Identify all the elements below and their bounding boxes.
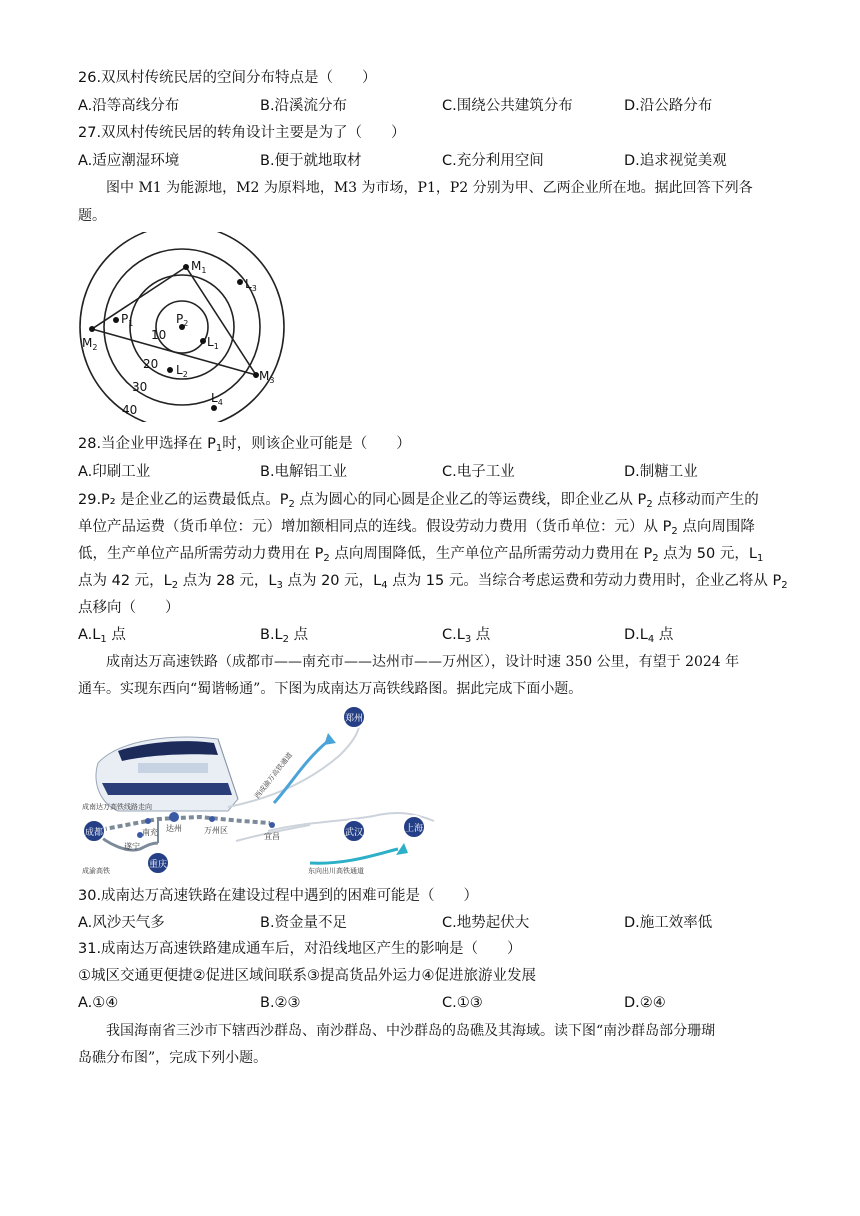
intro4-line2: 岛礁分布图”，完成下列小题。: [78, 1050, 268, 1066]
q30-option-b[interactable]: B.资金量不足: [260, 915, 348, 931]
q31-option-c[interactable]: C.①③: [442, 995, 483, 1011]
label-p1: $P_1$: [121, 312, 134, 328]
q31-option-a[interactable]: A.①④: [78, 995, 119, 1011]
intro3-line2: 通车。实现东西向“蜀谐畅通”。下图为成南达万高铁线路图。据此完成下面小题。: [78, 681, 583, 697]
train-image: [96, 737, 238, 811]
q30-stem: 30.成南达万高速铁路在建设过程中遇到的困难可能是（ ）: [78, 888, 479, 904]
north-channel-arrow: [274, 741, 328, 803]
label-l4: $L_4$: [211, 391, 223, 407]
label-east-channel: 东向出川高铁通道: [308, 867, 364, 875]
contour-label-30: 30: [132, 380, 148, 394]
point-l2: [167, 367, 173, 373]
q26-option-d[interactable]: D.沿公路分布: [624, 98, 713, 114]
city-badge-wuhan: [343, 820, 365, 842]
q28-option-b[interactable]: B.电解铝工业: [260, 464, 348, 480]
q29-line3: 低，生产单位产品所需劳动力费用在 $P_2$ 点向周围降低，生产单位产品所需劳动力费用在 $P_2$ 点为 50 元，$L_1$: [78, 546, 764, 564]
station-yichang: [269, 822, 275, 828]
q26-option-a[interactable]: A.沿等高线分布: [78, 98, 180, 114]
q28-option-c[interactable]: C.电子工业: [442, 464, 515, 480]
intro2-line1: 图中 M1 为能源地，M2 为原料地，M3 为市场，P1，P2 分别为甲、乙两企业所在地。据此回答下列各: [106, 180, 753, 196]
q30-options: [78, 913, 778, 933]
q28-options: [78, 462, 778, 482]
q31-options: [78, 993, 778, 1013]
intro3-line1: 成南达万高速铁路（成都市——南充市——达州市——万州区），设计时速 350 公里，有望于 2024 年: [106, 654, 740, 670]
label-chengyu: 成渝高铁: [82, 867, 110, 875]
q27-option-b[interactable]: B.便于就地取材: [260, 153, 362, 169]
label-m1: $M_1$: [191, 259, 207, 275]
q29-line5: 点移向（ ）: [78, 600, 180, 616]
q26-options: [78, 96, 778, 116]
city-badge-chongqing: [147, 852, 169, 874]
q30-option-a[interactable]: A.风沙天气多: [78, 915, 165, 931]
q29-option-a[interactable]: $A.L_1$ 点: [78, 627, 126, 645]
q29-option-d[interactable]: $D.L_4$ 点: [624, 627, 674, 645]
station-nanchong: [145, 818, 151, 824]
svg-text:郑州: 郑州: [344, 714, 364, 724]
q28-option-d[interactable]: D.制糖工业: [624, 464, 698, 480]
q31-stem: 31.成南达万高速铁路建成通车后，对沿线地区产生的影响是（ ）: [78, 941, 522, 957]
q31-option-d[interactable]: D.②④: [624, 995, 666, 1011]
label-yichang: 宜昌: [264, 832, 280, 841]
station-dazhou: [169, 812, 179, 822]
q29-line2: 单位产品运费（货币单位：元）增加额相同点的连线。假设劳动力费用（货币单位：元）从 $P_2$ 点向周围降: [78, 519, 755, 537]
point-p1: [113, 317, 119, 323]
label-suining: 遂宁: [124, 842, 140, 851]
q26-stem: 26.双凤村传统民居的空间分布特点是（ ）: [78, 70, 377, 86]
q29-option-b[interactable]: $B.L_2$ 点: [260, 627, 309, 645]
q30-option-d[interactable]: D.施工效率低: [624, 915, 713, 931]
q30-option-c[interactable]: C.地势起伏大: [442, 915, 530, 931]
q31-items: ①城区交通更便捷②促进区域间联系③提高货品外运力④促进旅游业发展: [78, 968, 536, 984]
svg-text:成都: 成都: [84, 828, 104, 838]
intro4-line1: 我国海南省三沙市下辖西沙群岛、南沙群岛、中沙群岛的岛礁及其海域。读下图“南沙群岛部分珊瑚: [106, 1023, 716, 1039]
q29-line4: 点为 42 元，$L_2$ 点为 28 元，$L_3$ 点为 20 元，$L_4$ 点为 15 元。当综合考虑运费和劳动力费用时，企业乙将从 $P_2$: [78, 573, 788, 591]
label-l1: $L_1$: [207, 335, 219, 351]
q26-option-b[interactable]: B.沿溪流分布: [260, 98, 348, 114]
q29-option-c[interactable]: $C.L_3$ 点: [442, 627, 491, 645]
q28-option-a[interactable]: A.印刷工业: [78, 464, 151, 480]
contour-label-40: 40: [122, 403, 138, 417]
point-m1: [183, 264, 189, 270]
isocost-circles-figure: [78, 232, 292, 422]
label-nanchong: 南充: [142, 828, 158, 837]
railway-route-map: [78, 703, 440, 885]
intro2-line2: 题。: [78, 208, 106, 224]
label-north-channel: 西成渝万高铁通道: [253, 751, 295, 801]
q29-line1: 29.P₂ 是企业乙的运费最低点。$P_2$ 点为圆心的同心圆是企业乙的等运费线，即企业乙从 $P_2$ 点移动而产生的: [78, 492, 759, 510]
city-badge-shanghai: [403, 816, 425, 838]
label-route: 成南达万高铁线路走向: [82, 803, 152, 811]
station-wanzhou: [209, 816, 215, 822]
chengnandawan-route: [94, 817, 270, 831]
label-m3: $M_3$: [259, 369, 275, 385]
q27-option-a[interactable]: A.适应潮湿环境: [78, 153, 180, 169]
point-l3: [237, 279, 243, 285]
q27-option-d[interactable]: D.追求视觉美观: [624, 153, 727, 169]
label-wanzhou: 万州区: [204, 826, 228, 835]
q27-options: [78, 151, 778, 171]
point-l4: [211, 405, 217, 411]
point-l1: [200, 338, 206, 344]
svg-text:重庆: 重庆: [148, 860, 168, 870]
point-m2: [89, 326, 95, 332]
q27-stem: 27.双凤村传统民居的转角设计主要是为了（ ）: [78, 125, 406, 141]
label-p2: $P_2$: [176, 312, 189, 328]
label-l2: $L_2$: [176, 363, 188, 379]
label-m2: $M_2$: [82, 336, 98, 352]
q31-option-b[interactable]: B.②③: [260, 995, 301, 1011]
label-l3: $L_3$: [245, 277, 257, 293]
q29-options: [78, 625, 778, 645]
contour-label-20: 20: [143, 357, 159, 371]
east-channel-arrow: [310, 849, 398, 863]
svg-text:武汉: 武汉: [344, 828, 364, 838]
contour-label-10: 10: [151, 328, 167, 342]
label-dazhou: 达州: [166, 824, 182, 833]
q28-stem: 28.当企业甲选择在 $P_1$时，则该企业可能是（ ）: [78, 436, 411, 454]
svg-text:上海: 上海: [404, 824, 424, 834]
city-badge-zhengzhou: [343, 706, 365, 728]
q26-option-c[interactable]: C.围绕公共建筑分布: [442, 98, 573, 114]
q27-option-c[interactable]: C.充分利用空间: [442, 153, 544, 169]
city-badge-chengdu: [83, 820, 105, 842]
